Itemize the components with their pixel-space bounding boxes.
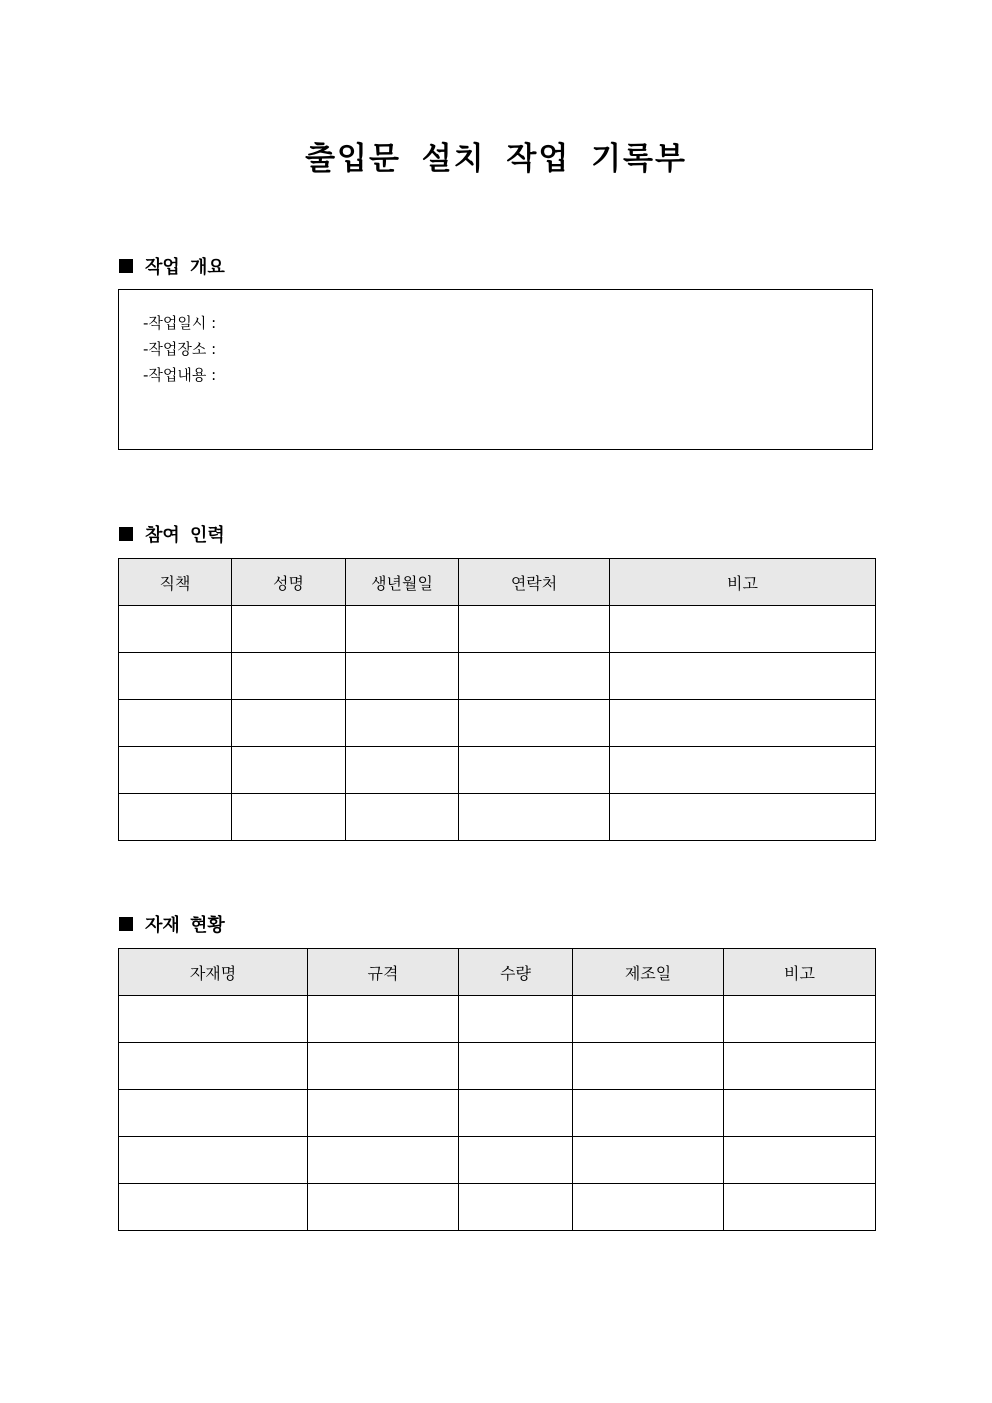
overview-box xyxy=(118,289,873,450)
table-cell[interactable] xyxy=(459,606,610,653)
table-cell[interactable] xyxy=(610,794,876,841)
table-cell[interactable] xyxy=(119,606,232,653)
table-cell[interactable] xyxy=(610,606,876,653)
table-cell[interactable] xyxy=(724,996,876,1043)
table-row xyxy=(119,700,876,747)
table-cell[interactable] xyxy=(119,1043,308,1090)
table-cell[interactable] xyxy=(308,1184,459,1231)
table-cell[interactable] xyxy=(308,1090,459,1137)
section-heading-label: 참여 인력 xyxy=(145,525,225,546)
table-cell[interactable] xyxy=(459,747,610,794)
table-cell[interactable] xyxy=(119,747,232,794)
table-row xyxy=(119,996,876,1043)
personnel-table xyxy=(118,558,876,841)
column-header: 제조일 xyxy=(573,949,724,996)
table-cell[interactable] xyxy=(232,700,346,747)
table-cell[interactable] xyxy=(573,996,724,1043)
table-row xyxy=(119,606,876,653)
section-heading-overview xyxy=(119,253,225,279)
field-work-location[interactable]: -작업장소 : xyxy=(143,340,217,358)
table-cell[interactable] xyxy=(459,653,610,700)
table-cell[interactable] xyxy=(308,1137,459,1184)
table-cell[interactable] xyxy=(119,653,232,700)
table-cell[interactable] xyxy=(119,1137,308,1184)
table-cell[interactable] xyxy=(573,1184,724,1231)
table-cell[interactable] xyxy=(346,747,459,794)
table-row xyxy=(119,1090,876,1137)
table-cell[interactable] xyxy=(346,653,459,700)
table-cell[interactable] xyxy=(459,1090,573,1137)
column-header: 성명 xyxy=(232,559,346,606)
table-cell[interactable] xyxy=(119,700,232,747)
column-header: 연락처 xyxy=(459,559,610,606)
section-heading-label: 작업 개요 xyxy=(145,257,225,278)
table-cell[interactable] xyxy=(232,653,346,700)
table-cell[interactable] xyxy=(232,794,346,841)
column-header: 비고 xyxy=(724,949,876,996)
field-work-datetime[interactable]: -작업일시 : xyxy=(143,314,217,332)
section-heading-personnel xyxy=(119,521,225,547)
table-cell[interactable] xyxy=(459,1184,573,1231)
square-bullet-icon xyxy=(119,917,133,931)
table-row xyxy=(119,1137,876,1184)
column-header: 자재명 xyxy=(119,949,308,996)
table-header-row xyxy=(119,559,876,606)
table-cell[interactable] xyxy=(232,606,346,653)
section-heading-label: 자재 현황 xyxy=(145,915,225,936)
table-row xyxy=(119,1043,876,1090)
table-cell[interactable] xyxy=(573,1137,724,1184)
table-cell[interactable] xyxy=(308,1043,459,1090)
column-header: 생년월일 xyxy=(346,559,459,606)
table-cell[interactable] xyxy=(610,653,876,700)
table-cell[interactable] xyxy=(308,996,459,1043)
table-cell[interactable] xyxy=(346,606,459,653)
table-cell[interactable] xyxy=(459,996,573,1043)
table-row xyxy=(119,653,876,700)
document-title: 출입문 설치 작업 기록부 xyxy=(305,141,687,177)
table-cell[interactable] xyxy=(119,1090,308,1137)
square-bullet-icon xyxy=(119,259,133,273)
column-header: 비고 xyxy=(610,559,876,606)
table-cell[interactable] xyxy=(724,1043,876,1090)
table-cell[interactable] xyxy=(610,747,876,794)
table-cell[interactable] xyxy=(724,1090,876,1137)
table-row xyxy=(119,747,876,794)
table-cell[interactable] xyxy=(724,1137,876,1184)
materials-table xyxy=(118,948,876,1231)
table-cell[interactable] xyxy=(610,700,876,747)
table-cell[interactable] xyxy=(724,1184,876,1231)
table-cell[interactable] xyxy=(459,700,610,747)
table-row xyxy=(119,794,876,841)
table-cell[interactable] xyxy=(119,996,308,1043)
table-cell[interactable] xyxy=(573,1043,724,1090)
table-cell[interactable] xyxy=(459,794,610,841)
column-header: 직책 xyxy=(119,559,232,606)
table-cell[interactable] xyxy=(119,1184,308,1231)
table-cell[interactable] xyxy=(346,794,459,841)
column-header: 수량 xyxy=(459,949,573,996)
table-row xyxy=(119,1184,876,1231)
table-cell[interactable] xyxy=(346,700,459,747)
square-bullet-icon xyxy=(119,527,133,541)
table-cell[interactable] xyxy=(119,794,232,841)
column-header: 규격 xyxy=(308,949,459,996)
table-cell[interactable] xyxy=(459,1137,573,1184)
table-cell[interactable] xyxy=(232,747,346,794)
table-cell[interactable] xyxy=(573,1090,724,1137)
table-header-row xyxy=(119,949,876,996)
table-cell[interactable] xyxy=(459,1043,573,1090)
field-work-content[interactable]: -작업내용 : xyxy=(143,366,217,384)
section-heading-materials xyxy=(119,911,225,937)
